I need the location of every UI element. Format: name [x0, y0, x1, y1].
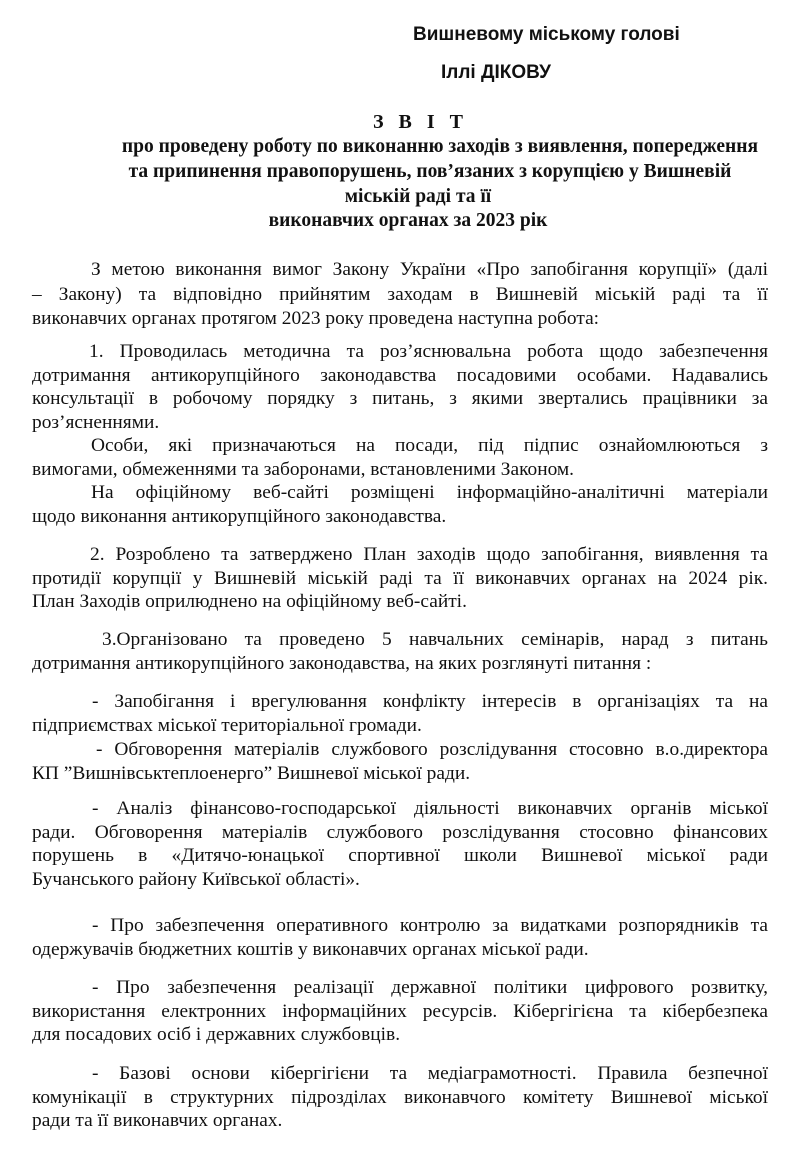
- section-3-line-2: дотримання антикорупційного законодавства, на яких розглянуті питання :: [32, 652, 652, 674]
- subtitle-line-2: та припинення правопорушень, пов’язаних з корупцією у Вишневій: [128, 161, 732, 182]
- subtitle-line-3: міській раді та її: [344, 186, 492, 207]
- list-item: [32, 914, 768, 961]
- section-1-line-2: дотримання антикорупційного законодавства посадовими особами. Надавались: [32, 364, 768, 386]
- item-4-line-1: - Про забезпечення оперативного контролю за видатками розпорядників та: [92, 915, 768, 936]
- item-5-line-3: для посадових осіб і державних службовців.: [32, 1024, 401, 1045]
- section-1-p2-line-1: Особи, які призначаються на посади, під підпис ознайомлюються з: [91, 435, 768, 456]
- section-2-line-2: протидії корупції у Вишневій міській раді та її виконавчих органах на 2024 рік.: [32, 567, 768, 589]
- list-item: [32, 738, 768, 785]
- item-5-line-1: - Про забезпечення реалізації державної політики цифрового розвитку,: [92, 977, 768, 998]
- section-1-line-4: роз’ясненнями.: [32, 411, 160, 433]
- item-1-line-2: підприємствах міської територіальної громади.: [32, 714, 422, 736]
- list-item: [32, 1062, 768, 1133]
- section-2-line-1: 2. Розроблено та затверджено План заходів щодо запобігання, виявлення та: [90, 544, 768, 565]
- section-3-line-1: 3.Організовано та проведено 5 навчальних семінарів, нарад з питань: [102, 629, 768, 650]
- intro-line-2: – Закону) та відповідно прийнятим заходам в Вишневій міській раді та її: [32, 283, 768, 305]
- item-6-line-2: комунікації в структурних підрозділах виконавчого комітету Вишневої міської: [32, 1086, 768, 1108]
- item-1-line-1: - Запобігання і врегулювання конфлікту інтересів в організаціях та на: [92, 691, 768, 712]
- section-1-p3-line-2: щодо виконання антикорупційного законодавства.: [32, 505, 447, 527]
- item-2-line-1: - Обговорення матеріалів службового розслідування стосовно в.о.директора: [96, 739, 768, 760]
- section-2: [32, 543, 768, 614]
- item-5-line-2: використання електронних інформаційних ресурсів. Кібергігієна та кібербезпека: [32, 1000, 768, 1022]
- section-1-p3-line-1: На офіційному веб-сайті розміщені інформаційно-аналітичні матеріали: [91, 482, 768, 503]
- list-item: [32, 797, 768, 891]
- item-3-line-2: ради. Обговорення матеріалів службового розслідування стосовно фінансових: [32, 821, 768, 843]
- item-6-line-1: - Базові основи кібергігієни та медіаграмотності. Правила безпечної: [92, 1063, 768, 1084]
- subtitle-line-4: виконавчих органах за 2023 рік: [268, 210, 548, 231]
- item-3-line-1: - Аналіз фінансово-господарської діяльності виконавчих органів міської: [92, 798, 768, 819]
- document-title: З В І Т: [373, 111, 469, 133]
- item-2-line-2: КП ”Вишнівськтеплоенерго” Вишневої міської ради.: [32, 762, 471, 784]
- section-1: [32, 340, 768, 528]
- section-1-line-3: консультації в робочому порядку з питань, з якими звертались працівники за: [32, 388, 768, 409]
- intro-line-1: З метою виконання вимог Закону України «Про запобігання корупції» (далі: [91, 259, 768, 280]
- list-item: [32, 976, 768, 1047]
- item-6-line-3: ради та її виконавчих органах.: [32, 1110, 283, 1131]
- addressee-line-2: Іллі ДІКОВУ: [441, 62, 551, 83]
- list-item: [32, 690, 768, 737]
- section-3: [32, 628, 768, 675]
- section-1-line-1: 1. Проводилась методична та роз’яснювальна робота щодо забезпечення: [89, 341, 768, 362]
- addressee-line-1: Вишневому міському голові: [413, 24, 680, 45]
- item-3-line-4: Бучанського району Київської області».: [32, 868, 360, 890]
- intro-line-3: виконавчих органах протягом 2023 року проведена наступна робота:: [32, 308, 600, 329]
- section-1-p2-line-2: вимогами, обмеженнями та заборонами, встановленими Законом.: [32, 458, 575, 480]
- subtitle-line-1: про проведену роботу по виконанню заходів з виявлення, попередження: [121, 136, 759, 157]
- item-3-line-3: порушень в «Дитячо-юнацької спортивної школи Вишневої міської ради: [32, 845, 768, 866]
- section-2-line-3: План Заходів оприлюднено на офіційному веб-сайті.: [32, 591, 467, 612]
- item-4-line-2: одержувачів бюджетних коштів у виконавчих органах міської ради.: [32, 938, 589, 960]
- intro-paragraph: [32, 258, 768, 331]
